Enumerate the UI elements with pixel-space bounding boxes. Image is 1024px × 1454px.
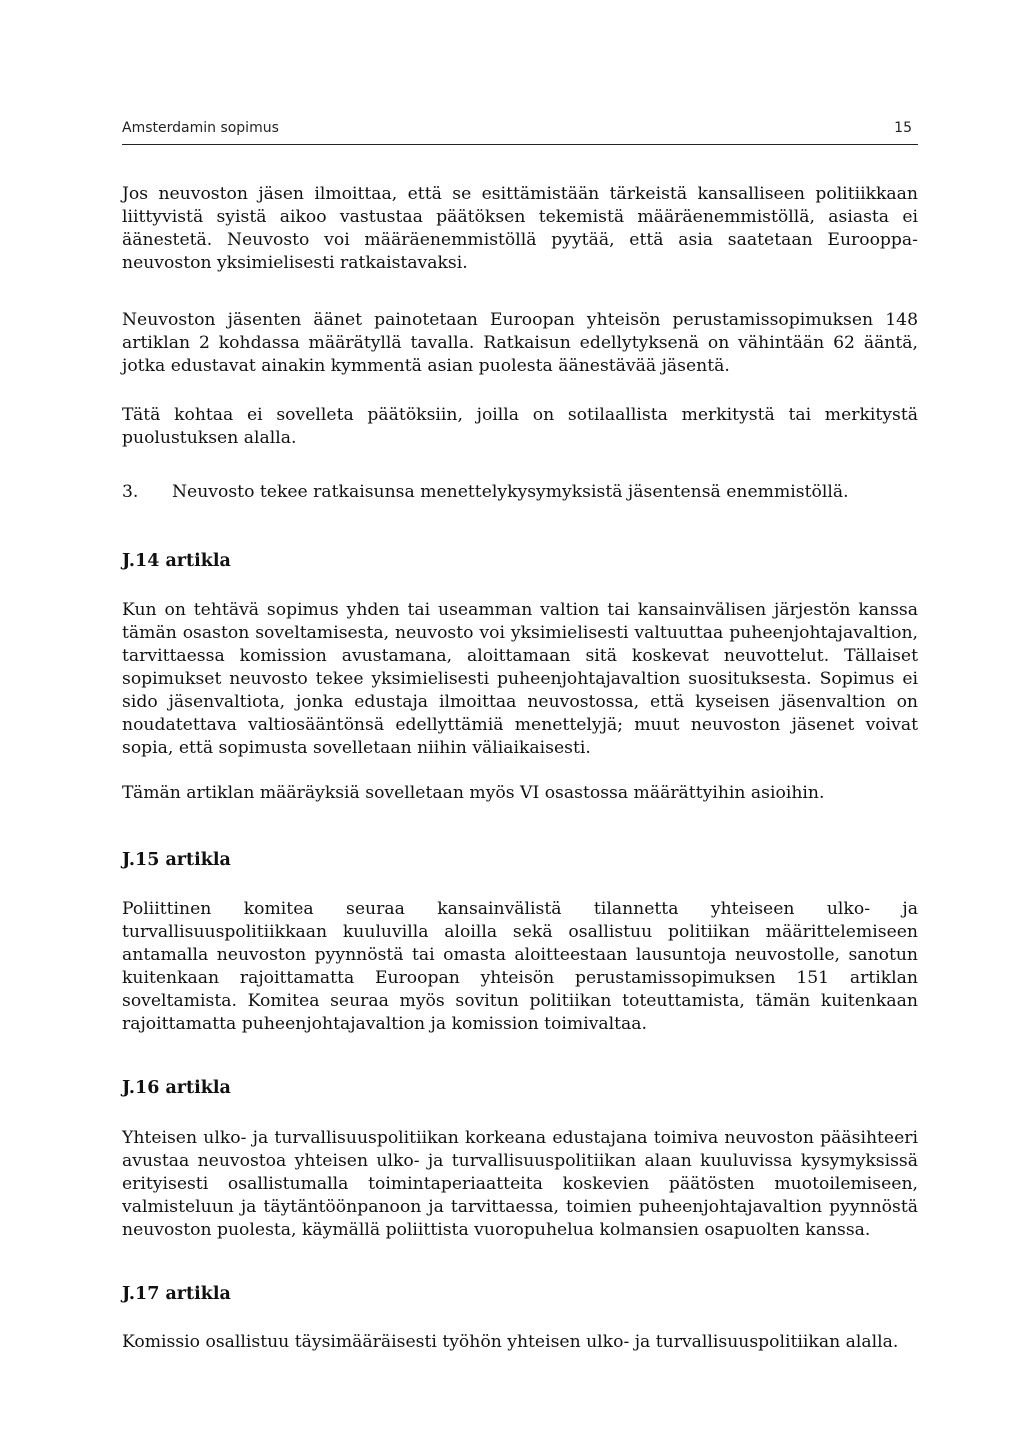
article-heading-j15: J.15 artikla [122, 850, 231, 870]
paragraph-vote-weighting: Neuvoston jäsenten äänet painotetaan Euroopan yhteisön perustamissopimuksen 148 artiklan 2 kohdassa määrätyllä tavalla. Ratkaisun edellytyksenä on vähintään 62 ääntä, jotka edustavat ainakin kymmentä asian puolesta äänestävää jäsentä. [122, 310, 918, 376]
paragraph-veto: Jos neuvoston jäsen ilmoittaa, että se esittämistään tärkeistä kansalliseen politiikkaan liittyvistä syistä aikoo vastustaa päätöksen tekemistä määräenemmistöllä, asiasta ei äänestetä. Neuvosto voi määräenemmistöllä pyytää, että asia saatetaan Eurooppa-neuvoston yksimielisesti ratkaistavaksi. [122, 184, 918, 273]
article-heading-j16: J.16 artikla [122, 1078, 231, 1098]
paragraph-military-exception: Tätä kohtaa ei sovelleta päätöksiin, joilla on sotilaallista merkitystä tai merkitystä puolustuksen alalla. [122, 405, 918, 448]
article-j14-paragraph-1: Kun on tehtävä sopimus yhden tai useamman valtion tai kansainvälisen järjestön kanssa tämän osaston soveltamisesta, neuvosto voi yksimielisesti valtuuttaa puheenjohtajavaltion, tarvittaessa komission avustamana, aloittamaan sitä koskevat neuvottelut. Tällaiset sopimukset neuvosto tekee yksimielisesti puheenjohtajavaltion suosituksesta. Sopimus ei sido jäsenvaltiota, jonka edustaja ilmoittaa neuvostossa, että kyseisen jäsenvaltion on noudatettava valtiosääntönsä edellyttämiä menettelyjä; muut neuvoston jäsenet voivat sopia, että sopimusta sovelletaan niihin väliaikaisesti. [122, 600, 918, 758]
article-j17-paragraph-1: Komissio osallistuu täysimääräisesti työhön yhteisen ulko- ja turvallisuuspolitiikan alalla. [122, 1332, 899, 1352]
paragraph-procedural-questions [122, 481, 918, 504]
article-j15-paragraph-1: Poliittinen komitea seuraa kansainvälistä tilannetta yhteiseen ulko- ja turvallisuuspolitiikkaan kuuluvilla aloilla sekä osallistuu politiikan määrittelemiseen antamalla neuvoston pyynnöstä tai omasta aloitteestaan lausuntoja neuvostolle, sanotun kuitenkaan rajoittamatta Euroopan yhteisön perustamissopimuksen 151 artiklan soveltamista. Komitea seuraa myös sovitun politiikan toteuttamista, tämän kuitenkaan rajoittamatta puheenjohtajavaltion ja komission toimivaltaa. [122, 899, 918, 1034]
article-heading-j14: J.14 artikla [122, 551, 231, 571]
paragraph-number: 3. [122, 482, 139, 502]
page-header [122, 118, 918, 145]
article-j16-paragraph-1: Yhteisen ulko- ja turvallisuuspolitiikan korkeana edustajana toimiva neuvoston pääsihteeri avustaa neuvostoa yhteisen ulko- ja turvallisuuspolitiikan alaan kuuluvissa kysymyksissä erityisesti osallistumalla toimintaperiaatteita koskevien päätösten muotoilemiseen, valmisteluun ja täytäntöönpanoon ja tarvittaessa, toimien puheenjohtajavaltion pyynnöstä neuvoston puolesta, käymällä poliittista vuoropuhelua kolmansien osapuolten kanssa. [122, 1128, 918, 1240]
paragraph-text: Neuvosto tekee ratkaisunsa menettelykysymyksistä jäsentensä enemmistöllä. [172, 482, 849, 502]
article-heading-j17: J.17 artikla [122, 1284, 231, 1304]
running-title: Amsterdamin sopimus [122, 120, 279, 136]
article-j14-paragraph-2: Tämän artiklan määräyksiä sovelletaan myös VI osastossa määrättyihin asioihin. [122, 783, 825, 803]
page-number: 15 [894, 120, 912, 136]
